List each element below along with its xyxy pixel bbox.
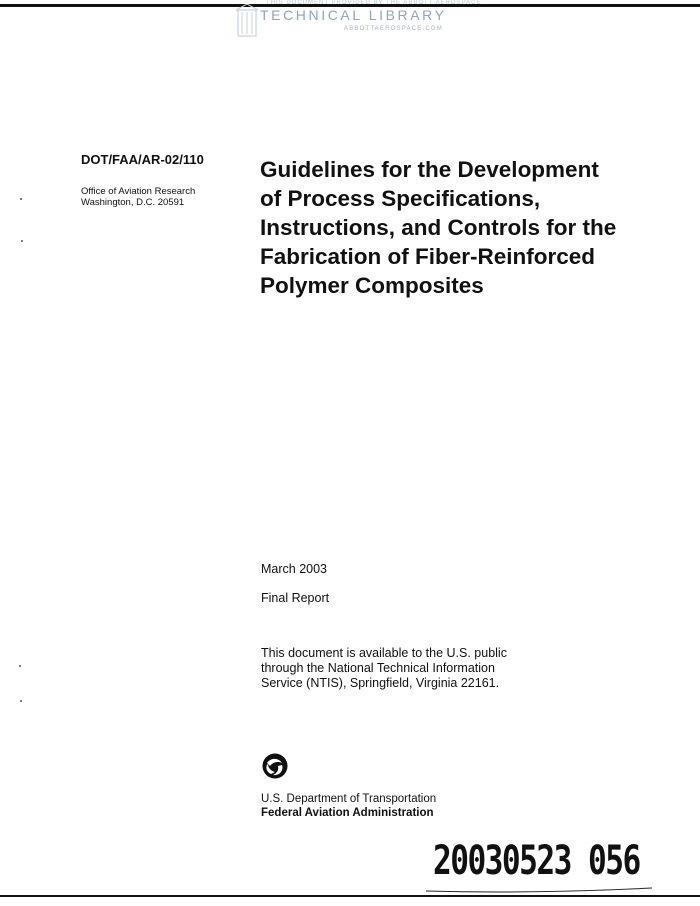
report-number: DOT/FAA/AR-02/110 [81, 152, 204, 167]
title-line-5: Polymer Composites [260, 273, 484, 298]
office-line-1: Office of Aviation Research [81, 186, 196, 197]
department-block [261, 792, 436, 820]
report-type: Final Report [261, 591, 330, 605]
availability-statement [261, 646, 507, 691]
dot-triskelion-logo-icon [262, 753, 288, 779]
scan-speck [20, 700, 22, 702]
watermark-title: TECHNICAL LIBRARY [260, 7, 447, 23]
scan-speck [19, 665, 21, 667]
title-line-3: Instructions, and Controls for the [260, 215, 617, 240]
title-line-2: of Process Specifications, [260, 186, 541, 211]
bottom-border-line [0, 895, 700, 897]
watermark-top-line: THIS DOCUMENT PROVIDED BY THE ABBOTT AEROSPACE [266, 0, 482, 6]
publication-date: March 2003 [261, 562, 328, 576]
office-line-2: Washington, D.C. 20591 [81, 197, 185, 208]
department-name: U.S. Department of Transportation [261, 793, 437, 805]
accession-stamp-number: 20030523 056 [433, 838, 640, 884]
office-address [81, 186, 195, 208]
watermark-url: ABBOTTAEROSPACE.COM [344, 26, 443, 32]
title-line-1: Guidelines for the Development [260, 157, 599, 182]
availability-line-1: This document is available to the U.S. public [261, 646, 507, 660]
document-title [260, 155, 650, 300]
title-line-4: Fabrication of Fiber-Reinforced [260, 244, 596, 269]
technical-library-watermark [236, 0, 482, 44]
stamp-underline-mark [424, 885, 656, 895]
availability-line-2: through the National Technical Information [261, 661, 495, 675]
scan-speck [21, 240, 23, 242]
agency-name: Federal Aviation Administration [261, 807, 434, 819]
availability-line-3: Service (NTIS), Springfield, Virginia 22161. [261, 676, 500, 690]
scan-speck [20, 198, 22, 200]
library-building-icon [236, 4, 260, 38]
